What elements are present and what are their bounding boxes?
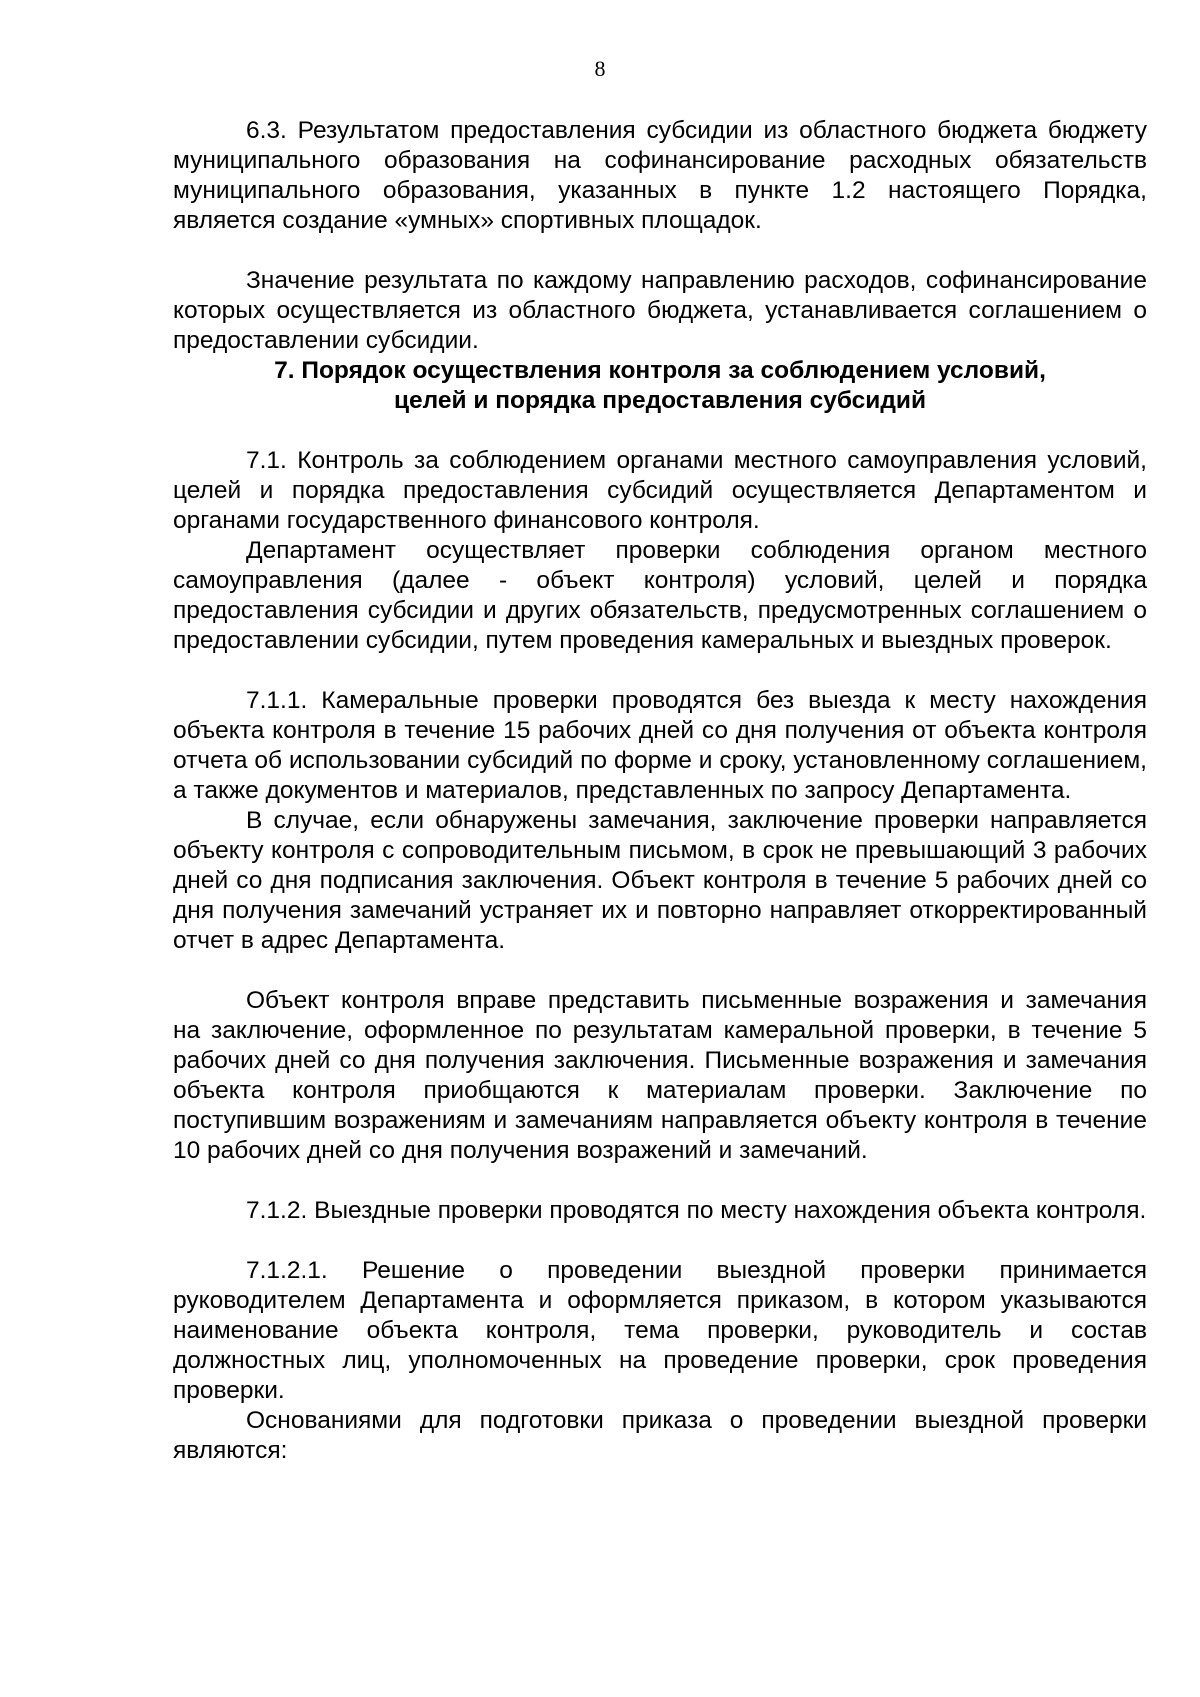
page-number: 8: [594, 56, 606, 81]
document-body: [173, 116, 1147, 1466]
paragraph-department-checks: Департамент осуществляет проверки соблюдения органом местного самоуправления (далее - объект контроля) условий, целей и порядка предоставления субсидии и других обязательств, предусмотренных соглашением о предоставлении субсидии, путем проведения камеральных и выездных проверок.: [173, 537, 1147, 654]
section-7-heading: [173, 356, 1147, 416]
section-7-heading-line-2: целей и порядка предоставления субсидий: [393, 387, 927, 414]
paragraph-objections: Объект контроля вправе представить письменные возражения и замечания на заключение, оформленное по результатам камеральной проверки, в течение 5 рабочих дней со дня получения заключения. Письменные возражения и замечания объекта контроля приобщаются к материалам проверки. Заключение по поступившим возражениям и замечаниям направляется объекту контроля в течение 10 рабочих дней со дня получения возражений и замечаний.: [173, 987, 1147, 1164]
section-7-heading-line-1: 7. Порядок осуществления контроля за соблюдением условий,: [274, 357, 1046, 384]
paragraph-result-value: Значение результата по каждому направлению расходов, софинансирование которых осуществляется из областного бюджета, устанавливается соглашением о предоставлении субсидии.: [173, 267, 1147, 354]
paragraph-6-3: 6.3. Результатом предоставления субсидии из областного бюджета бюджету муниципального образования на софинансирование расходных обязательств муниципального образования, указанных в пункте 1.2 настоящего Порядка, является создание «умных» спортивных площадок.: [173, 117, 1147, 234]
paragraph-grounds: Основаниями для подготовки приказа о проведении выездной проверки являются:: [173, 1407, 1147, 1464]
paragraph-7-1-2: 7.1.2. Выездные проверки проводятся по месту нахождения объекта контроля.: [246, 1197, 1147, 1224]
paragraph-remarks: В случае, если обнаружены замечания, заключение проверки направляется объекту контроля с сопроводительным письмом, в срок не превышающий 3 рабочих дней со дня подписания заключения. Объект контроля в течение 5 рабочих дней со дня получения замечаний устраняет их и повторно направляет откорректированный отчет в адрес Департамента.: [173, 807, 1147, 954]
paragraph-7-1-1: 7.1.1. Камеральные проверки проводятся без выезда к месту нахождения объекта контроля в течение 15 рабочих дней со дня получения от объекта контроля отчета об использовании субсидий по форме и сроку, установленному соглашением, а также документов и материалов, представленных по запросу Департамента.: [173, 687, 1147, 804]
paragraph-7-1-2-1: 7.1.2.1. Решение о проведении выездной проверки принимается руководителем Департамента и оформляется приказом, в котором указываются наименование объекта контроля, тема проверки, руководитель и состав должностных лиц, уполномоченных на проведение проверки, срок проведения проверки.: [173, 1257, 1147, 1404]
paragraph-7-1: 7.1. Контроль за соблюдением органами местного самоуправления условий, целей и порядка предоставления субсидий осуществляется Департаментом и органами государственного финансового контроля.: [173, 447, 1147, 534]
